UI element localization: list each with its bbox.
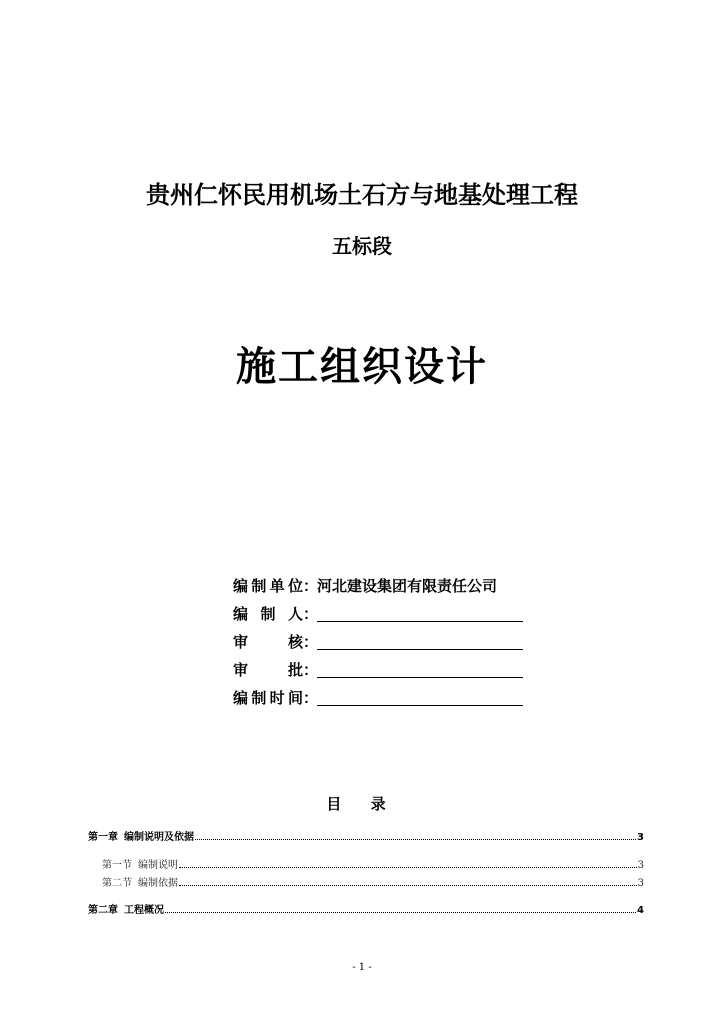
date-colon: ： [303, 689, 319, 707]
unit-label: 编制单位 [233, 577, 303, 595]
toc-spacer [88, 892, 644, 901]
toc-entry-page: 3 [637, 860, 644, 871]
toc-entry-number: 第一节 [102, 860, 132, 871]
reviewer-label: 审 核 [233, 633, 303, 651]
unit-colon: ： [303, 577, 319, 595]
toc-entry-page: 3 [637, 878, 644, 889]
info-row-reviewer [233, 624, 533, 652]
date-blank-line [317, 691, 523, 706]
toc-leader-dots [165, 911, 636, 913]
toc-spacer [88, 847, 644, 856]
reviewer-colon: ： [303, 633, 319, 651]
toc-entry-title: 编制说明及依据 [124, 832, 194, 843]
toc-entry-chapter-1[interactable] [88, 828, 644, 847]
toc-entry-title: 编制依据 [138, 878, 178, 889]
toc-entry-page: 4 [637, 905, 644, 916]
toc-leader-dots [195, 838, 636, 840]
preparer-blank-line [317, 607, 523, 622]
toc-entry-chapter-2[interactable] [88, 901, 644, 920]
toc-entry-number: 第一章 [88, 832, 118, 843]
toc-leader-dots [179, 884, 637, 886]
toc-leader-dots [179, 866, 637, 868]
section-title: 五标段 [332, 234, 392, 258]
toc-entry-title: 工程概况 [124, 905, 164, 916]
toc-entry-number: 第二章 [88, 905, 118, 916]
info-block [233, 568, 533, 708]
table-of-contents [88, 828, 644, 920]
approver-colon: ： [303, 661, 319, 679]
unit-value: 河北建设集团有限责任公司 [317, 577, 498, 595]
preparer-colon: ： [303, 605, 319, 623]
toc-entry-section-2[interactable] [88, 874, 644, 892]
approver-blank-line [317, 663, 523, 678]
approver-label: 审 批 [233, 661, 303, 679]
toc-entry-title: 编制说明 [138, 860, 178, 871]
toc-heading: 目 录 [326, 795, 398, 813]
document-title: 施工组织设计 [236, 344, 488, 390]
toc-entry-section-1[interactable] [88, 856, 644, 874]
page-number: - 1 - [352, 962, 372, 973]
preparer-label: 编 制 人 [233, 605, 303, 623]
info-row-approver [233, 652, 533, 680]
info-row-preparer [233, 596, 533, 624]
info-row-unit [233, 568, 533, 596]
date-label: 编制时间 [233, 689, 303, 707]
reviewer-blank-line [317, 635, 523, 650]
project-title: 贵州仁怀民用机场土石方与地基处理工程 [146, 181, 578, 209]
toc-entry-page: 3 [637, 832, 644, 843]
toc-entry-number: 第二节 [102, 878, 132, 889]
info-row-date [233, 680, 533, 708]
